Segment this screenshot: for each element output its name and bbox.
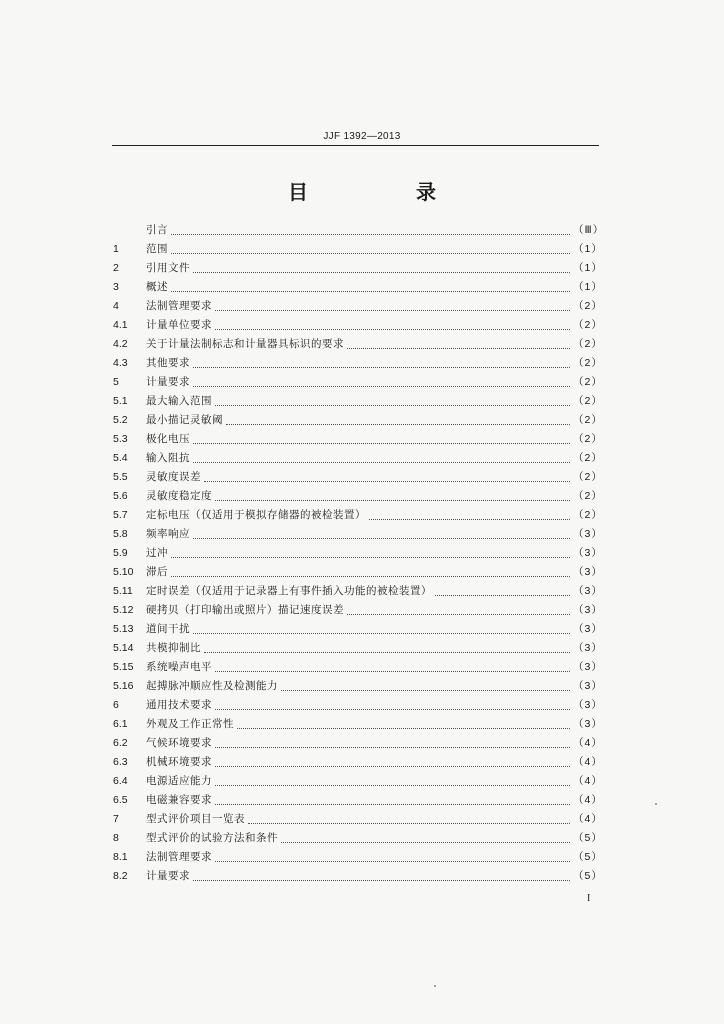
toc-entry-label: 机械环境要求: [146, 756, 212, 768]
toc-entry[interactable]: [113, 240, 603, 259]
toc-entry-number: 6.5: [113, 794, 128, 806]
toc-entry-number: 5.10: [113, 566, 134, 578]
toc-entry-number: 8.1: [113, 851, 128, 863]
toc-entry[interactable]: [113, 563, 603, 582]
toc-leader-dots: [204, 480, 570, 482]
toc-entry-label: 气候环境要求: [146, 737, 212, 749]
toc-entry-page: （2）: [573, 509, 603, 521]
page-title: 目 录: [288, 180, 480, 204]
toc-entry[interactable]: [113, 487, 603, 506]
toc-entry[interactable]: [113, 544, 603, 563]
toc-entry-label: 法制管理要求: [146, 300, 212, 312]
toc-entry-page: （2）: [573, 414, 603, 426]
toc-entry[interactable]: [113, 639, 603, 658]
toc-leader-dots: [215, 765, 570, 767]
toc-entry-number: 5.12: [113, 604, 134, 616]
toc-entry-page: （3）: [573, 718, 603, 730]
toc-entry[interactable]: [113, 829, 603, 848]
toc-leader-dots: [193, 442, 570, 444]
toc-entry[interactable]: [113, 373, 603, 392]
toc-entry-number: 4.3: [113, 357, 128, 369]
toc-entry-label: 定时误差（仅适用于记录器上有事件插入功能的被检装置）: [146, 585, 432, 597]
toc-leader-dots: [281, 689, 570, 691]
toc-entry-number: 3: [113, 281, 119, 293]
toc-entry-label: 电源适应能力: [146, 775, 212, 787]
toc-entry[interactable]: [113, 753, 603, 772]
toc-entry[interactable]: [113, 867, 603, 886]
toc-leader-dots: [193, 461, 570, 463]
toc-entry[interactable]: [113, 335, 603, 354]
toc-entry-number: 5.16: [113, 680, 134, 692]
toc-entry-number: 5.2: [113, 414, 128, 426]
toc-entry[interactable]: [113, 601, 603, 620]
toc-entry-page: （2）: [573, 300, 603, 312]
toc-leader-dots: [193, 271, 570, 273]
toc-entry-label: 关于计量法制标志和计量器具标识的要求: [146, 338, 344, 350]
toc-entry-label: 最小描记灵敏阈: [146, 414, 223, 426]
toc-leader-dots: [248, 822, 570, 824]
toc-entry-label: 定标电压（仅适用于模拟存储器的被检装置）: [146, 509, 366, 521]
toc-entry-page: （4）: [573, 775, 603, 787]
toc-entry-number: 6.4: [113, 775, 128, 787]
toc-leader-dots: [215, 860, 570, 862]
toc-entry-label: 通用技术要求: [146, 699, 212, 711]
toc-entry-label: 电磁兼容要求: [146, 794, 212, 806]
toc-entry[interactable]: [113, 468, 603, 487]
toc-entry-page: （5）: [573, 832, 603, 844]
toc-entry-number: 4.1: [113, 319, 128, 331]
toc-entry-number: 8: [113, 832, 119, 844]
toc-entry-label: 起搏脉冲顺应性及检测能力: [146, 680, 278, 692]
toc-entry[interactable]: [113, 582, 603, 601]
toc-entry-number: 5: [113, 376, 119, 388]
toc-entry-page: （3）: [573, 680, 603, 692]
toc-entry-number: 7: [113, 813, 119, 825]
toc-entry-number: 5.8: [113, 528, 128, 540]
toc-entry-label: 极化电压: [146, 433, 190, 445]
toc-entry-number: 1: [113, 243, 119, 255]
toc-entry-number: 6.2: [113, 737, 128, 749]
toc-entry-page: （4）: [573, 794, 603, 806]
toc-leader-dots: [171, 575, 570, 577]
toc-entry-page: （1）: [573, 262, 603, 274]
toc-entry-page: （2）: [573, 433, 603, 445]
toc-leader-dots: [193, 366, 570, 368]
toc-leader-dots: [215, 309, 570, 311]
toc-entry[interactable]: [113, 354, 603, 373]
toc-entry-page: （5）: [573, 870, 603, 882]
toc-leader-dots: [215, 670, 570, 672]
toc-entry-label: 频率响应: [146, 528, 190, 540]
toc-entry-page: （2）: [573, 452, 603, 464]
toc-leader-dots: [215, 404, 570, 406]
toc-entry[interactable]: [113, 810, 603, 829]
toc-entry-label: 硬拷贝（打印输出或照片）描记速度误差: [146, 604, 344, 616]
toc-entry[interactable]: [113, 677, 603, 696]
scan-speck: [434, 985, 436, 987]
toc-entry-page: （3）: [573, 585, 603, 597]
toc-entry-number: 5.13: [113, 623, 134, 635]
running-header: JJF 1392—2013: [323, 131, 401, 142]
toc-leader-dots: [171, 233, 570, 235]
toc-entry-number: 2: [113, 262, 119, 274]
toc-entry-label: 计量要求: [146, 870, 190, 882]
toc-entry[interactable]: [113, 620, 603, 639]
toc-entry-page: （1）: [573, 281, 603, 293]
toc-entry-label: 计量要求: [146, 376, 190, 388]
toc-entry-number: 5.5: [113, 471, 128, 483]
toc-entry-label: 计量单位要求: [146, 319, 212, 331]
page-number: I: [587, 893, 591, 904]
toc-entry-label: 概述: [146, 281, 168, 293]
toc-entry-page: （3）: [573, 528, 603, 540]
toc-entry[interactable]: [113, 791, 603, 810]
toc-entry-number: 5.4: [113, 452, 128, 464]
toc-entry-number: 5.3: [113, 433, 128, 445]
toc-entry-label: 共模抑制比: [146, 642, 201, 654]
toc-entry[interactable]: [113, 848, 603, 867]
toc-entry-label: 输入阻抗: [146, 452, 190, 464]
toc-entry[interactable]: [113, 696, 603, 715]
toc-entry[interactable]: [113, 259, 603, 278]
toc-entry-page: （2）: [573, 471, 603, 483]
toc-entry-label: 型式评价项目一览表: [146, 813, 245, 825]
toc-entry-label: 其他要求: [146, 357, 190, 369]
toc-entry-number: 6.1: [113, 718, 128, 730]
toc-leader-dots: [171, 252, 570, 254]
toc-entry-page: （4）: [573, 756, 603, 768]
toc-entry-page: （3）: [573, 566, 603, 578]
toc-entry[interactable]: [113, 278, 603, 297]
toc-entry-number: 5.6: [113, 490, 128, 502]
toc-entry[interactable]: [113, 221, 605, 240]
toc-entry-label: 引言: [146, 224, 168, 236]
toc-entry[interactable]: [113, 449, 603, 468]
toc-leader-dots: [347, 613, 570, 615]
toc-entry[interactable]: [113, 316, 603, 335]
toc-entry-number: 5.14: [113, 642, 134, 654]
toc-entry-label: 滞后: [146, 566, 168, 578]
toc-entry-page: （3）: [573, 623, 603, 635]
toc-leader-dots: [215, 328, 570, 330]
table-of-contents: [113, 221, 605, 886]
toc-leader-dots: [215, 499, 570, 501]
toc-entry-number: 6.3: [113, 756, 128, 768]
toc-entry-number: 5.7: [113, 509, 128, 521]
toc-entry-page: （1）: [573, 243, 603, 255]
toc-entry-page: （3）: [573, 547, 603, 559]
toc-entry-number: 5.1: [113, 395, 128, 407]
toc-leader-dots: [204, 651, 570, 653]
toc-entry-number: 4: [113, 300, 119, 312]
toc-entry-page: （3）: [573, 642, 603, 654]
toc-entry-number: 5.9: [113, 547, 128, 559]
toc-entry-page: （2）: [573, 319, 603, 331]
toc-entry-page: （4）: [573, 737, 603, 749]
toc-entry-page: （2）: [573, 490, 603, 502]
toc-leader-dots: [193, 537, 570, 539]
header-rule: [112, 145, 599, 146]
toc-entry-label: 过冲: [146, 547, 168, 559]
toc-leader-dots: [215, 784, 570, 786]
toc-leader-dots: [237, 727, 570, 729]
toc-entry-label: 法制管理要求: [146, 851, 212, 863]
toc-leader-dots: [215, 803, 570, 805]
toc-leader-dots: [226, 423, 570, 425]
scan-speck: [655, 803, 657, 805]
toc-leader-dots: [435, 594, 570, 596]
toc-leader-dots: [347, 347, 570, 349]
toc-entry-page: （3）: [573, 604, 603, 616]
toc-entry-number: 6: [113, 699, 119, 711]
toc-leader-dots: [193, 385, 570, 387]
toc-entry-label: 灵敏度误差: [146, 471, 201, 483]
toc-entry-number: 4.2: [113, 338, 128, 350]
toc-entry[interactable]: [113, 734, 603, 753]
toc-entry-page: （2）: [573, 376, 603, 388]
toc-entry[interactable]: [113, 392, 603, 411]
toc-entry-page: （2）: [573, 338, 603, 350]
toc-entry[interactable]: [113, 430, 603, 449]
toc-entry-page: （2）: [573, 357, 603, 369]
toc-entry[interactable]: [113, 297, 603, 316]
toc-entry-number: 8.2: [113, 870, 128, 882]
toc-leader-dots: [193, 632, 570, 634]
toc-entry[interactable]: [113, 411, 603, 430]
toc-entry-page: （5）: [573, 851, 603, 863]
toc-entry[interactable]: [113, 506, 603, 525]
toc-leader-dots: [193, 879, 570, 881]
toc-entry[interactable]: [113, 772, 603, 791]
toc-entry-number: 5.11: [113, 585, 133, 597]
toc-leader-dots: [369, 518, 570, 520]
toc-entry-number: 5.15: [113, 661, 134, 673]
toc-entry-label: 灵敏度稳定度: [146, 490, 212, 502]
toc-entry-label: 型式评价的试验方法和条件: [146, 832, 278, 844]
toc-entry-page: （3）: [573, 699, 603, 711]
toc-entry-label: 系统噪声电平: [146, 661, 212, 673]
toc-entry[interactable]: [113, 715, 603, 734]
toc-entry-label: 外观及工作正常性: [146, 718, 234, 730]
toc-entry[interactable]: [113, 658, 603, 677]
toc-entry-page: （4）: [573, 813, 603, 825]
toc-entry-page: （2）: [573, 395, 603, 407]
toc-entry[interactable]: [113, 525, 603, 544]
toc-leader-dots: [281, 841, 570, 843]
toc-entry-page: （3）: [573, 661, 603, 673]
toc-leader-dots: [171, 556, 570, 558]
toc-leader-dots: [171, 290, 570, 292]
toc-entry-label: 最大输入范围: [146, 395, 212, 407]
toc-entry-label: 引用文件: [146, 262, 190, 274]
toc-leader-dots: [215, 746, 570, 748]
toc-entry-page: （Ⅲ）: [573, 224, 605, 236]
toc-entry-label: 范围: [146, 243, 168, 255]
toc-entry-label: 道间干扰: [146, 623, 190, 635]
toc-leader-dots: [215, 708, 570, 710]
